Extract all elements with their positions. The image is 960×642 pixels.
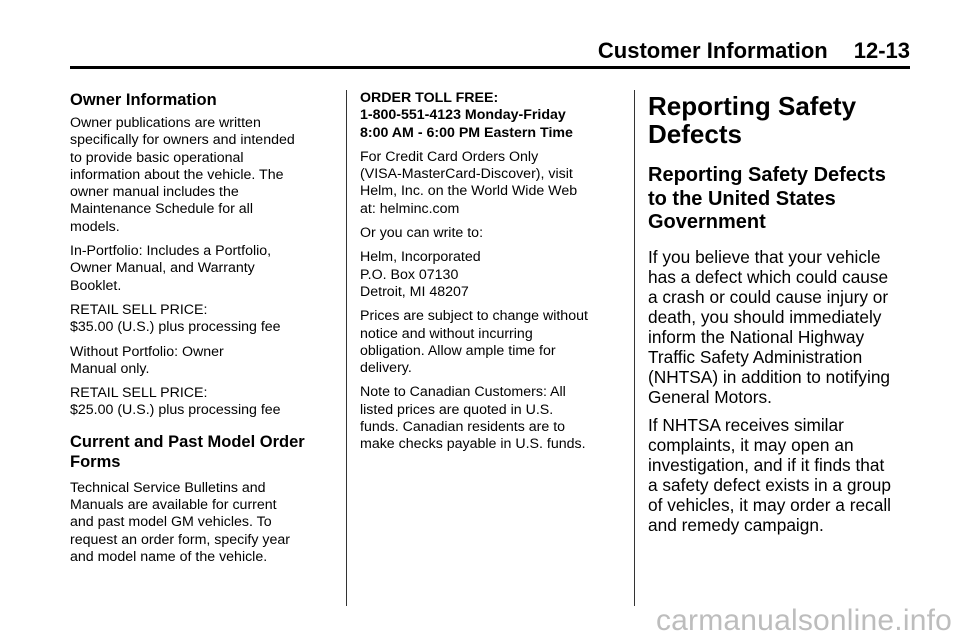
text-line: Traffic Safety Administration bbox=[648, 346, 863, 367]
text-line: investigation, and if it finds that bbox=[648, 454, 885, 475]
column-divider-2 bbox=[634, 90, 635, 606]
text-line: Note to Canadian Customers: All bbox=[360, 384, 566, 401]
text-line: and past model GM vehicles. To bbox=[70, 514, 272, 531]
text-line: and model name of the vehicle. bbox=[70, 548, 268, 565]
credit-card-paragraph bbox=[360, 149, 622, 218]
page-number: 12-13 bbox=[853, 38, 910, 63]
heading-line: Reporting Safety bbox=[648, 91, 857, 121]
heading-line: Government bbox=[648, 211, 766, 233]
column-divider-1 bbox=[346, 90, 347, 606]
page-header bbox=[598, 38, 910, 64]
text-line: (NHTSA) in addition to notifying bbox=[648, 366, 891, 387]
text-line: death, you should immediately bbox=[648, 306, 882, 327]
text-line: a safety defect exists in a group bbox=[648, 474, 892, 495]
column-2 bbox=[360, 90, 622, 461]
us-government-subheading bbox=[648, 164, 912, 235]
heading-line: Current and Past Model Order bbox=[70, 432, 305, 451]
text-line: RETAIL SELL PRICE: bbox=[70, 385, 208, 402]
nhtsa-investigation-paragraph bbox=[648, 415, 912, 535]
text-line: RETAIL SELL PRICE: bbox=[70, 301, 208, 318]
text-line: 1-800-551-4123 Monday-Friday bbox=[360, 107, 566, 124]
column-3 bbox=[648, 90, 912, 543]
text-line: ORDER TOLL FREE: bbox=[360, 90, 499, 106]
text-line: Prices are subject to change without bbox=[360, 308, 588, 325]
prices-note-paragraph bbox=[360, 308, 622, 377]
text-line: Detroit, MI 48207 bbox=[360, 283, 469, 300]
owner-information-heading: Owner Information bbox=[70, 91, 217, 109]
text-line: Booklet. bbox=[70, 277, 122, 294]
text-line: to provide basic operational bbox=[70, 149, 244, 166]
write-to-paragraph bbox=[360, 225, 622, 242]
text-line: a crash or could cause injury or bbox=[648, 286, 889, 307]
nhtsa-inform-paragraph bbox=[648, 247, 912, 407]
section-title: Customer Information bbox=[597, 38, 828, 63]
toll-free-block bbox=[360, 90, 622, 142]
without-portfolio-paragraph bbox=[70, 344, 332, 379]
text-line: has a defect which could cause bbox=[648, 266, 889, 287]
text-line: listed prices are quoted in U.S. bbox=[360, 401, 554, 418]
text-line: Helm, Inc. on the World Wide Web bbox=[360, 183, 578, 200]
canadian-note-paragraph bbox=[360, 384, 622, 453]
text-line: funds. Canadian residents are to bbox=[360, 419, 566, 436]
site-watermark: carmanualsonline.info bbox=[655, 604, 952, 637]
text-line: $35.00 (U.S.) plus processing fee bbox=[70, 319, 281, 336]
text-line: obligation. Allow ample time for bbox=[360, 342, 556, 359]
heading-line: Defects bbox=[648, 119, 742, 149]
column-1 bbox=[70, 90, 332, 573]
text-line: Owner publications are written bbox=[70, 115, 261, 131]
retail-price-1 bbox=[70, 302, 332, 337]
text-line: Manuals are available for current bbox=[70, 497, 277, 514]
reporting-safety-defects-heading bbox=[648, 92, 912, 148]
text-line: complaints, it may open an bbox=[648, 434, 854, 455]
text-line: of vehicles, it may order a recall bbox=[648, 494, 891, 515]
text-line: $25.00 (U.S.) plus processing fee bbox=[70, 402, 281, 419]
text-line: inform the National Highway bbox=[648, 326, 865, 347]
text-line: Helm, Incorporated bbox=[360, 249, 481, 266]
text-line: Or you can write to: bbox=[360, 225, 484, 242]
text-line: Technical Service Bulletins and bbox=[70, 479, 266, 496]
text-line: P.O. Box 07130 bbox=[360, 266, 459, 283]
heading-line: Reporting Safety Defects bbox=[648, 164, 886, 186]
retail-price-2 bbox=[70, 385, 332, 420]
text-line: specifically for owners and intended bbox=[70, 132, 295, 149]
text-line: 8:00 AM - 6:00 PM Eastern Time bbox=[360, 124, 573, 141]
mailing-address bbox=[360, 249, 622, 301]
text-line: General Motors. bbox=[648, 386, 772, 407]
order-forms-heading bbox=[70, 432, 332, 472]
text-line: Maintenance Schedule for all bbox=[70, 201, 253, 218]
text-line: Manual only. bbox=[70, 360, 150, 377]
text-line: Owner Manual, and Warranty bbox=[70, 260, 255, 277]
text-line: make checks payable in U.S. funds. bbox=[360, 436, 586, 453]
text-line: delivery. bbox=[360, 360, 412, 377]
text-line: at: helminc.com bbox=[360, 200, 460, 217]
header-rule bbox=[70, 66, 910, 69]
text-line: If you believe that your vehicle bbox=[648, 246, 881, 267]
text-line: and remedy campaign. bbox=[648, 514, 824, 535]
text-line: request an order form, specify year bbox=[70, 531, 291, 548]
text-line: Without Portfolio: Owner bbox=[70, 343, 224, 360]
text-line: If NHTSA receives similar bbox=[648, 414, 844, 435]
order-forms-paragraph bbox=[70, 480, 332, 566]
heading-line: to the United States bbox=[648, 187, 836, 210]
text-line: For Credit Card Orders Only bbox=[360, 148, 539, 165]
text-line: information about the vehicle. The bbox=[70, 166, 284, 183]
text-line: owner manual includes the bbox=[70, 184, 239, 201]
heading-line: Forms bbox=[70, 452, 121, 471]
text-line: (VISA-MasterCard-Discover), visit bbox=[360, 166, 573, 183]
text-line: notice and without incurring bbox=[360, 325, 533, 342]
owner-publications-paragraph bbox=[70, 115, 332, 236]
in-portfolio-paragraph bbox=[70, 243, 332, 295]
text-line: In-Portfolio: Includes a Portfolio, bbox=[70, 243, 272, 260]
text-line: models. bbox=[70, 218, 120, 235]
